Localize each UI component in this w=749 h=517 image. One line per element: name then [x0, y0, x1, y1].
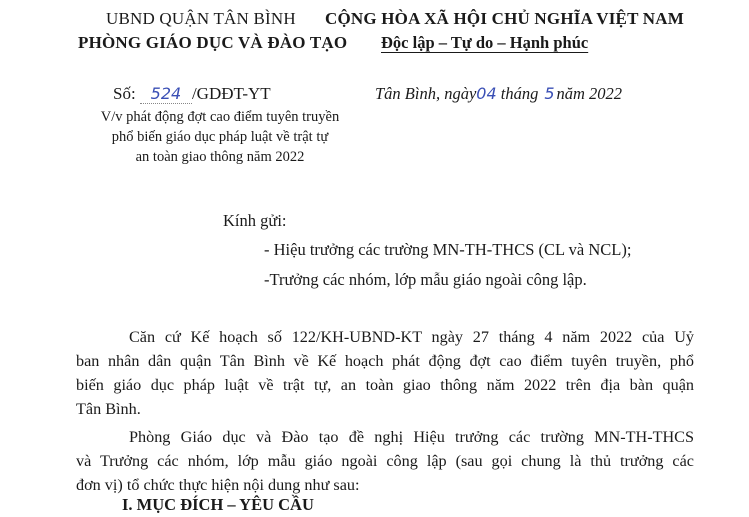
paragraph-2-line: đơn vị) tổ chức thực hiện nội dung như sau: [76, 476, 360, 494]
section-heading: I. MỤC ĐÍCH – YÊU CẦU [122, 495, 314, 514]
document-number-label: Số: [113, 84, 136, 103]
subject-block [80, 107, 360, 167]
subject-line: an toàn giao thông năm 2022 [135, 149, 305, 165]
recipient-line: -Trưởng các nhóm, lớp mẫu giáo ngoài công lập. [264, 270, 587, 289]
paragraph-1-line: Tân Bình. [76, 400, 141, 418]
document-number-suffix: /GDĐT-YT [191, 84, 271, 103]
issuing-department: PHÒNG GIÁO DỤC VÀ ĐÀO TẠO [78, 33, 348, 52]
subject-line: phổ biến giáo dục pháp luật về trật tự [111, 129, 329, 145]
date-day-handwritten: 04 [476, 84, 497, 103]
document-date [375, 84, 622, 104]
issuing-authority: UBND QUẬN TÂN BÌNH [106, 9, 296, 28]
date-prefix: Tân Bình, ngày [375, 84, 477, 103]
national-motto: Độc lập – Tự do – Hạnh phúc [381, 33, 589, 52]
paragraph-1-line: biến giáo dục pháp luật về trật tự, an toàn giao thông năm 2022 trên địa bàn quận [76, 376, 694, 394]
recipient-line: - Hiệu trưởng các trường MN-TH-THCS (CL và NCL); [264, 240, 632, 259]
date-year: năm 2022 [556, 84, 623, 103]
document-number [113, 84, 271, 104]
subject-line: V/v phát động đợt cao điểm tuyên truyền [100, 109, 340, 125]
paragraph-2-line: và Trưởng các nhóm, lớp mẫu giáo ngoài công lập (sau gọi chung là thủ trưởng các [76, 452, 694, 470]
paragraph-2-line: Phòng Giáo dục và Đào tạo đề nghị Hiệu trưởng các trường MN-TH-THCS [129, 428, 694, 446]
date-month-handwritten: 5 [544, 84, 555, 103]
date-month-label: tháng [500, 84, 539, 103]
recipients-greeting: Kính gửi: [223, 211, 287, 230]
national-title: CỘNG HÒA XÃ HỘI CHỦ NGHĨA VIỆT NAM [325, 9, 684, 28]
paragraph-1-line: ban nhân dân quận Tân Bình về Kế hoạch phát động đợt cao điểm tuyên truyền, phổ [76, 352, 694, 370]
document-number-handwritten: 524 [140, 84, 192, 104]
paragraph-1-line: Căn cứ Kế hoạch số 122/KH-UBND-KT ngày 27 tháng 4 năm 2022 của Uỷ [129, 328, 694, 346]
